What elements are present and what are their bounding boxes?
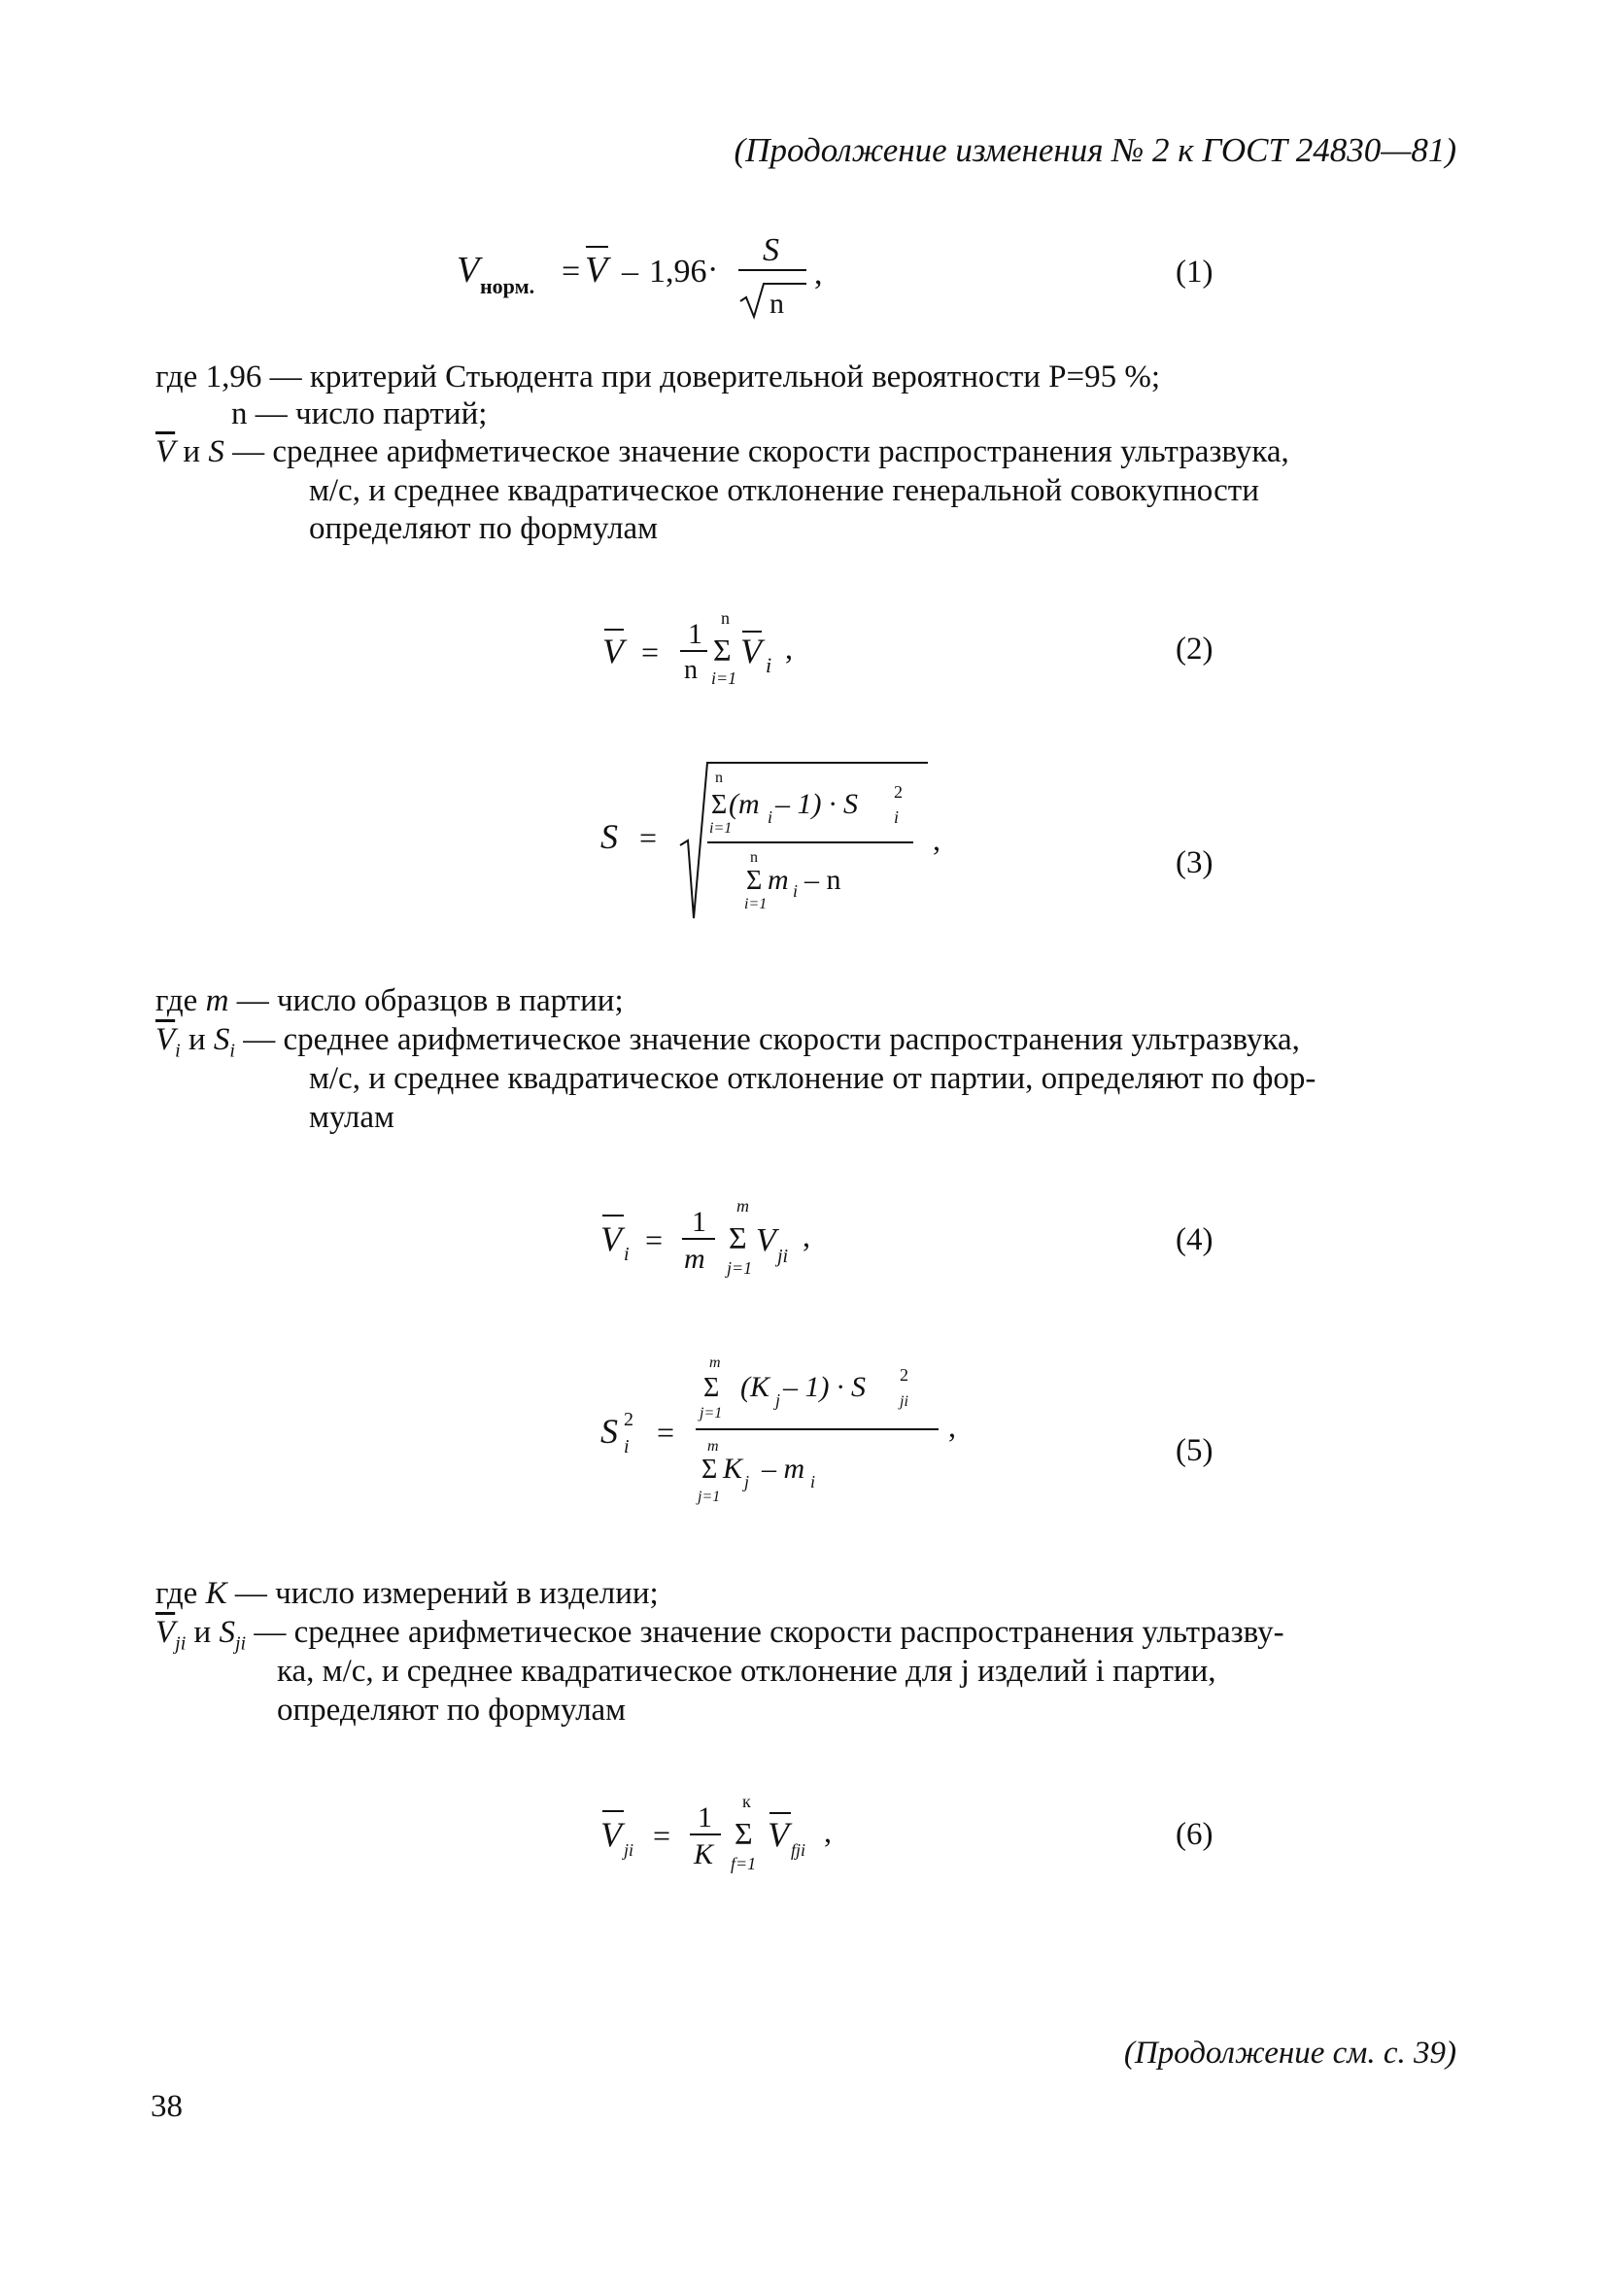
formula-3-num-tail: – 1) · S — [775, 788, 858, 820]
formula-3-den-sum-top: n — [750, 849, 758, 866]
formula-1-eq: = — [562, 254, 581, 290]
formula-4-lhs: V — [600, 1219, 622, 1258]
equation-number-4: (4) — [1176, 1222, 1214, 1257]
formula-6-sum-bot: f=1 — [731, 1854, 757, 1873]
formula-6-eq: = — [653, 1818, 671, 1853]
formula-1-num: S — [763, 232, 779, 268]
equation-number-6: (6) — [1176, 1817, 1214, 1852]
formula-3 — [583, 753, 991, 928]
text3-symbol-v-sub: ji — [175, 1632, 187, 1655]
formula-2-eq: = — [641, 634, 660, 669]
text3-line1 — [155, 1574, 659, 1613]
text1-and: и — [175, 434, 209, 469]
text3-line2-rest: — среднее арифметическое значение скорости распространения ультразву- — [246, 1615, 1284, 1650]
equation-number-5: (5) — [1176, 1433, 1214, 1468]
formula-5-eq: = — [657, 1415, 675, 1450]
formula-6-sum-top: к — [742, 1792, 751, 1811]
text1-line1: где 1,96 — критерий Стьюдента при доверительной вероятности P=95 %; — [155, 360, 1161, 394]
page-number: 38 — [151, 2089, 183, 2124]
formula-3-num-sub2: i — [894, 807, 900, 827]
formula-5-lhs: S — [600, 1412, 618, 1451]
formula-5-lhs-sub: i — [624, 1436, 630, 1457]
formula-3-lhs: S — [600, 817, 618, 856]
formula-3-num-expr: (m — [729, 788, 760, 820]
formula-4-sum-bot: j=1 — [727, 1258, 753, 1278]
formula-2-one: 1 — [688, 618, 702, 650]
formula-6-term: V — [768, 1815, 789, 1854]
text2-symbol-m: m — [205, 983, 229, 1018]
formula-1-coef: 1,96 — [649, 254, 707, 290]
equation-number-1: (1) — [1176, 255, 1214, 290]
formula-4-eq: = — [645, 1222, 664, 1257]
formula-3-comma: , — [933, 822, 940, 857]
formula-5-comma: , — [948, 1409, 956, 1444]
text2-line1-rest: — число образцов в партии; — [228, 983, 624, 1018]
formula-4-term: V — [756, 1222, 776, 1258]
formula-3-den-sum-bot: i=1 — [744, 896, 768, 912]
formula-3-den-sub: i — [793, 881, 799, 901]
formula-5-num-tail: – 1) · S — [783, 1371, 866, 1403]
text2-symbol-s: S — [213, 1022, 230, 1057]
formula-3-num-sigma: Σ — [711, 790, 728, 820]
text3-symbol-k: K — [205, 1576, 227, 1611]
formula-1-minus: – — [622, 254, 638, 290]
formula-4-sum-top: m — [736, 1196, 749, 1216]
text1-line5: определяют по формулам — [309, 511, 659, 546]
formula-3-num-sum-bot: i=1 — [709, 820, 733, 837]
text3-symbol-s: S — [219, 1615, 235, 1650]
formula-3-num-sub: i — [768, 807, 773, 827]
text1-line3 — [155, 432, 1289, 471]
text1-line4: м/с, и среднее квадратическое отклонение генеральной совокупности — [309, 473, 1259, 508]
formula-4-term-sub: ji — [777, 1246, 789, 1267]
formula-1-vbar: V — [585, 250, 608, 291]
formula-2-sum-bot: i=1 — [711, 668, 737, 688]
formula-2-den: n — [684, 655, 698, 685]
formula-3-eq: = — [639, 820, 658, 855]
formula-6-term-sub: fji — [791, 1840, 806, 1860]
formula-3-num-sum-top: n — [715, 770, 723, 786]
text2-line2-rest: — среднее арифметическое значение скорости распространения ультразвука, — [234, 1022, 1300, 1057]
formula-5-num-sup: 2 — [900, 1365, 908, 1385]
text2-and: и — [180, 1022, 214, 1057]
text1-line2: n — число партий; — [231, 396, 488, 431]
formula-2-sum: Σ — [713, 633, 732, 668]
formula-2-sum-top: n — [721, 608, 730, 628]
page-header: (Продолжение изменения № 2 к ГОСТ 24830—81) — [734, 131, 1456, 169]
text2-symbol-v: $\overline{V}$ — [155, 1022, 176, 1057]
formula-5-num-expr: (K — [740, 1371, 769, 1403]
formula-5 — [583, 1346, 991, 1521]
text2-line1 — [155, 981, 624, 1020]
formula-5-den-sum-bot: j=1 — [698, 1489, 721, 1505]
formula-2-comma: , — [785, 631, 793, 666]
formula-4-one: 1 — [692, 1206, 706, 1238]
formula-2 — [583, 602, 836, 700]
text3-line1-rest: — число измерений в изделии; — [226, 1576, 659, 1611]
formula-1-lhs-sub: норм. — [480, 274, 535, 298]
text1-line3-rest: — среднее арифметическое значение скорости распространения ультразвука, — [223, 434, 1289, 469]
formula-6-comma: , — [824, 1814, 832, 1849]
formula-5-den-tail: – m — [762, 1453, 805, 1485]
equation-number-2: (2) — [1176, 632, 1214, 667]
formula-4-lhs-sub: i — [624, 1244, 630, 1265]
text3-line3: ка, м/с, и среднее квадратическое отклонение для j изделий i партии, — [277, 1654, 1216, 1689]
formula-5-num-sum-top: m — [709, 1354, 721, 1371]
formula-1-dot: · — [707, 252, 719, 288]
formula-2-term-sub: i — [766, 653, 772, 677]
text2-line4: мулам — [309, 1100, 394, 1135]
formula-6 — [583, 1786, 855, 1883]
text2-symbol-s-sub: i — [229, 1040, 235, 1062]
formula-5-lhs-sup: 2 — [624, 1409, 633, 1430]
text3-gde: где — [155, 1576, 206, 1611]
formula-6-sigma: Σ — [735, 1816, 753, 1851]
formula-6-lhs-sub: ji — [624, 1840, 634, 1860]
formula-5-num-sub: j — [775, 1390, 781, 1410]
text3-symbol-s-sub: ji — [234, 1632, 247, 1655]
formula-1-lhs: V — [457, 250, 480, 291]
formula-3-den-tail: – n — [804, 864, 841, 896]
formula-6-lhs: V — [600, 1815, 622, 1854]
formula-3-den-expr: m — [768, 864, 789, 896]
equation-number-3: (3) — [1176, 845, 1214, 880]
formula-5-num-sub2: ji — [900, 1393, 908, 1410]
formula-3-num-sup: 2 — [894, 782, 903, 802]
text3-and: и — [186, 1615, 220, 1650]
formula-3-den-sigma: Σ — [746, 866, 763, 896]
text1-symbol-s: S — [208, 434, 224, 469]
text1-symbol-v: $\overline{V}$ — [155, 434, 176, 469]
formula-6-one: 1 — [698, 1801, 712, 1833]
formula-6-den: K — [694, 1838, 714, 1870]
text2-gde: где — [155, 983, 206, 1018]
text2-symbol-v-sub: i — [175, 1040, 181, 1062]
formula-5-den-sub: j — [744, 1472, 750, 1491]
formula-4-comma: , — [803, 1218, 810, 1253]
formula-5-den-sigma: Σ — [701, 1455, 718, 1485]
formula-4-sigma: Σ — [729, 1220, 747, 1255]
formula-5-den-expr: K — [723, 1453, 743, 1485]
formula-5-den-sum-top: m — [707, 1438, 719, 1455]
formula-1 — [447, 223, 933, 340]
formula-5-num-sigma: Σ — [703, 1373, 720, 1403]
formula-2-term: V — [740, 632, 762, 670]
formula-5-den-sub2: i — [810, 1472, 816, 1491]
formula-2-lhs: V — [602, 632, 624, 670]
continuation-note: (Продолжение см. с. 39) — [1123, 2036, 1456, 2071]
formula-5-num-sum-bot: j=1 — [700, 1405, 723, 1422]
formula-1-den: n — [769, 288, 784, 320]
text3-line4: определяют по формулам — [277, 1693, 627, 1728]
formula-1-comma: , — [814, 256, 823, 291]
text2-line3: м/с, и среднее квадратическое отклонение от партии, определяют по фор- — [309, 1061, 1316, 1096]
formula-4 — [583, 1190, 836, 1287]
formula-4-den: m — [684, 1243, 705, 1275]
text3-symbol-v: $\overline{V}$ — [155, 1615, 176, 1650]
